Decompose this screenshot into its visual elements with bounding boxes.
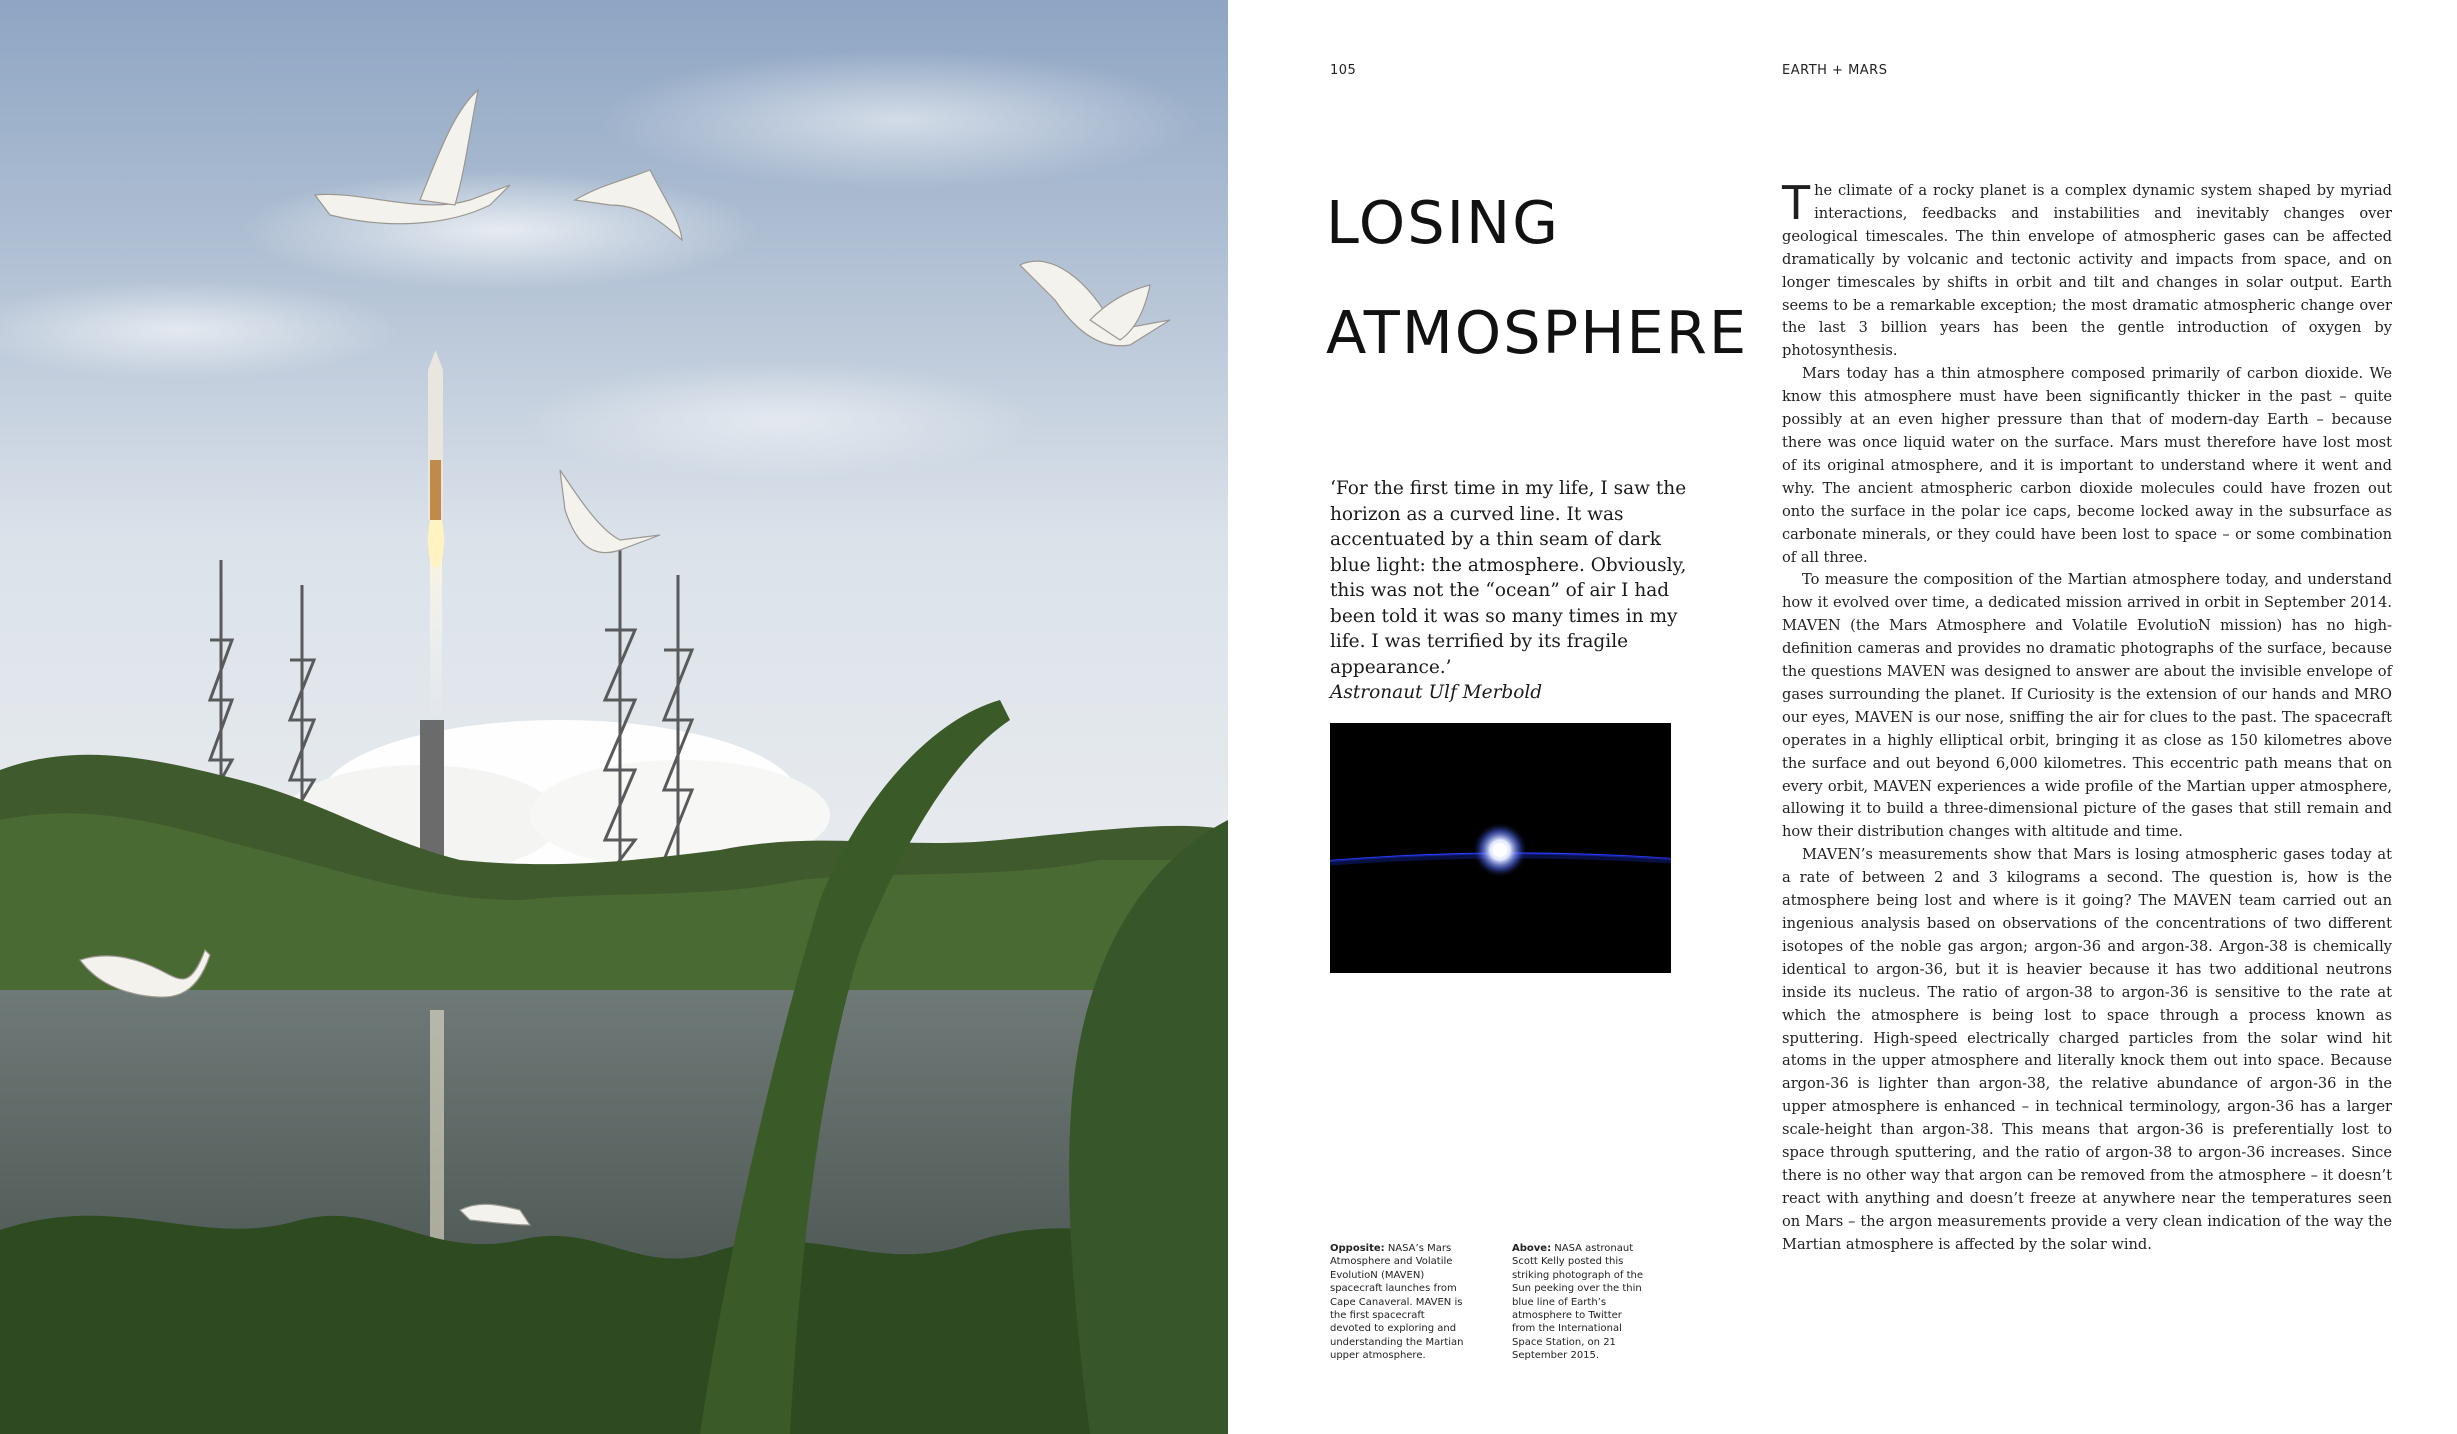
caption-above-text: NASA astronaut Scott Kelly posted this striking photograph of the Sun peeking over the thin blue line of Earth’s atmosphere to Twitter from the International Space Station, on 21 September 2015. bbox=[1512, 1243, 1643, 1362]
caption-opposite-text: NASA’s Mars Atmosphere and Volatile EvolutioN (MAVEN) spacecraft launches from Cape Canaveral. MAVEN is the first spacecraft devoted to exploring and understanding the Martian upper atmosphere. bbox=[1330, 1243, 1464, 1362]
body-paragraph: MAVEN’s measurements show that Mars is losing atmospheric gases today at a rate of between 2 and 3 kilograms a second. The question is, how is the atmosphere being lost and where is it going? The MAVEN team carried out an ingenious analysis based on observations of the concentrations of two different isotopes of the noble gas argon; argon-36 and argon-38. Argon-38 is chemically identical to argon-36, but it is heavier because it has two additional neutrons inside its nucleus. The ratio of argon-38 to argon-36 is sensitive to the rate at which the atmosphere is being lost to space through a process known as sputtering. High-speed electrically charged particles from the solar wind hit atoms in the upper atmosphere and literally knock them out into space. Because argon-36 is lighter than argon-38, the relative abundance of argon-36 in the upper atmosphere is enhanced – in technical terminology, argon-36 has a larger scale-height than argon-38. This means that argon-36 is preferentially lost to space through sputtering, and the ratio of argon-38 to argon-36 increases. Since there is no other way that argon can be removed from the atmosphere – it doesn’t react with anything and doesn’t freeze at anywhere near the temperatures seen on Mars – the argon measurements provide a very clean indication of the way the Martian atmosphere is affected by the solar wind. bbox=[1782, 846, 2392, 1253]
caption-above bbox=[1512, 1242, 1647, 1363]
pull-quote-attribution: Astronaut Ulf Merbold bbox=[1330, 682, 1543, 703]
caption-opposite bbox=[1330, 1242, 1468, 1363]
caption-above-label: Above: bbox=[1512, 1243, 1552, 1254]
article-title-line-2: ATMOSPHERE bbox=[1326, 298, 1749, 367]
page-number: 105 bbox=[1330, 63, 1357, 78]
body-paragraph: The climate of a rocky planet is a complex dynamic system shaped by myriad interactions, feedbacks and instabilities and inevitably changes over geological timescales. The thin envelope of atmospheric gases can be affected dramatically by volcanic and tectonic activity and impacts from space, and on longer timescales by shifts in orbit and tilt and changes in solar output. Earth seems to be a remarkable exception; the most dramatic atmospheric change over the last 3 billion years has been the gentle introduction of oxygen by photosynthesis. bbox=[1782, 176, 2392, 360]
launch-photograph bbox=[0, 0, 1228, 1434]
body-paragraph: Mars today has a thin atmosphere composed primarily of carbon dioxide. We know this atmosphere must have been significantly thicker in the past – quite possibly at an even higher pressure than that of modern-day Earth – because there was once liquid water on the surface. Mars must therefore have lost most of its original atmosphere, and it is important to understand where it went and why. The ancient atmospheric carbon dioxide molecules could have frozen out onto the surface in the polar ice caps, become locked away in the subsurface as carbonate minerals, or they could have been lost to space – or some combination of all three. bbox=[1782, 365, 2392, 566]
running-head: EARTH + MARS bbox=[1782, 63, 1888, 78]
caption-opposite-label: Opposite: bbox=[1330, 1243, 1385, 1254]
pull-quote bbox=[1330, 476, 1690, 706]
article-title bbox=[1326, 168, 1748, 388]
article-title-line-1: LOSING bbox=[1326, 188, 1560, 257]
pull-quote-text: ‘For the first time in my life, I saw the horizon as a curved line. It was accentuated by a thin seam of dark blue light: the atmosphere. Obviously, this was not the “ocean” of air I had been told it was so many times in my life. I was terrified by its fragile appearance.’ bbox=[1330, 478, 1687, 678]
earth-horizon-photograph bbox=[1330, 723, 1671, 973]
body-paragraph: To measure the composition of the Martian atmosphere today, and understand how it evolved over time, a dedicated mission arrived in orbit in September 2014. MAVEN (the Mars Atmosphere and Volatile EvolutioN mission) has no high-definition cameras and provides no dramatic photographs of the surface, because the questions MAVEN was designed to answer are about the invisible envelope of gases surrounding the planet. If Curiosity is the extension of our hands and MRO our eyes, MAVEN is our nose, sniffing the air for clues to the past. The spacecraft operates in a highly elliptical orbit, bringing it as close as 150 kilometres above the surface and out beyond 6,000 kilometres. This eccentric path means that on every orbit, MAVEN experiences a wide profile of the Martian upper atmosphere, allowing it to build a three-dimensional picture of the gases that still remain and how their distribution changes with altitude and time. bbox=[1782, 571, 2392, 841]
body-text bbox=[1782, 176, 2392, 1257]
